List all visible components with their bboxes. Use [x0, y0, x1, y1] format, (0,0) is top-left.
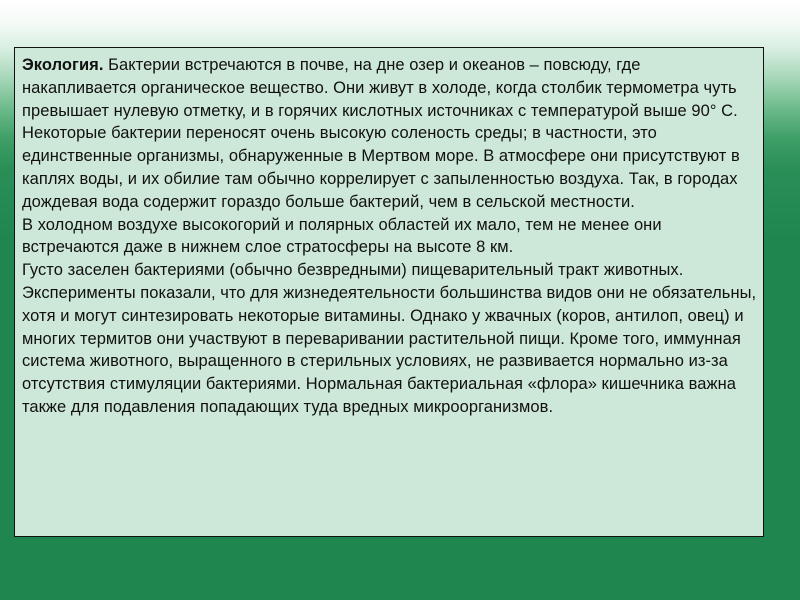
paragraph-digestive-tract: Густо заселен бактериями (обычно безвредными) пищеварительный тракт животных. Эксперименты показали, что для жизнедеятельности большинства видов они не обязательны, хотя и могут синтезировать некоторые витамины. Однако у жвачных (коров, антилоп, овец) и многих термитов они участвуют в переваривании растительной пищи. Кроме того, иммунная система животного, выращенного в стерильных условиях, не развивается нормально из-за отсутствия стимуляции бактериями. Нормальная бактериальная «флора» кишечника важна также для подавления попадающих туда вредных микроорганизмов. [22, 261, 757, 416]
paragraph-lead: Экология. [22, 56, 104, 74]
text-box [14, 47, 764, 537]
paragraph-ecology [22, 54, 757, 214]
paragraph-stratosphere: В холодном воздухе высокогорий и полярных областей их мало, тем не менее они встречаются даже в нижнем слое стратосферы на высоте 8 км. [22, 215, 662, 257]
paragraph-text: Бактерии встречаются в почве, на дне озер и океанов – повсюду, где накапливается органическое вещество. Они живут в холоде, когда столбик термометра чуть превышает нулевую отметку, и в горячих кислотных источниках с температурой выше 90° С. Некоторые бактерии переносят очень высокую соленость среды; в частности, это единственные организмы, обнаруженные в Мертвом море. В атмосфере они присутствуют в каплях воды, и их обилие там обычно коррелирует с запыленностью воздуха. Так, в городах дождевая вода содержит гораздо больше бактерий, чем в сельской местности. [22, 56, 740, 211]
